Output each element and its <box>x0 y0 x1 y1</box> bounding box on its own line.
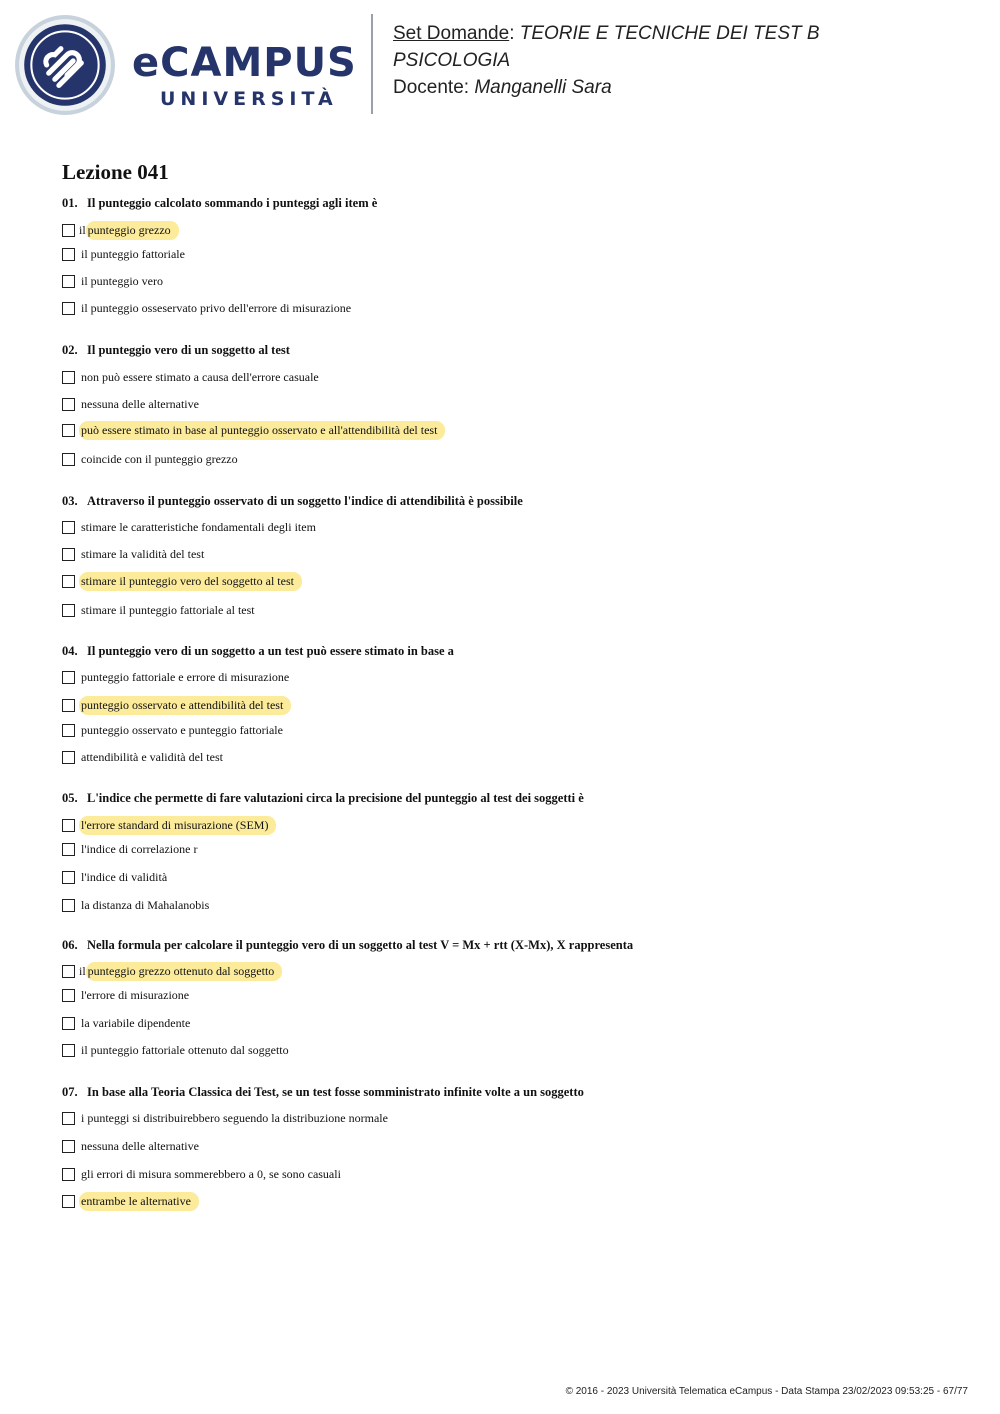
answer-option[interactable] <box>62 368 321 386</box>
answer-option[interactable] <box>62 962 282 980</box>
answer-checkbox[interactable] <box>62 371 75 384</box>
answer-text: il punteggio fattoriale ottenuto dal soggetto <box>81 1042 289 1057</box>
teacher-name: Manganelli Sara <box>474 77 612 98</box>
answer-option[interactable] <box>62 896 211 914</box>
answer-checkbox[interactable] <box>62 224 75 237</box>
answer-text: l'errore di misurazione <box>81 987 190 1002</box>
answer-checkbox[interactable] <box>62 248 75 261</box>
question-number: 02. <box>62 343 78 357</box>
answer-checkbox[interactable] <box>62 1044 75 1057</box>
header-divider <box>371 14 373 114</box>
question-title <box>62 791 584 806</box>
answer-option[interactable] <box>62 1137 201 1155</box>
question-title <box>62 343 290 358</box>
question-number: 04. <box>62 644 78 658</box>
page-footer: © 2016 - 2023 Università Telematica eCampus - Data Stampa 23/02/2023 09:53:25 - 67/77 <box>565 1386 968 1397</box>
question-title <box>62 644 454 659</box>
answer-checkbox[interactable] <box>62 521 75 534</box>
answer-text: l'indice di correlazione r <box>81 841 198 856</box>
question-title <box>62 1085 584 1100</box>
answer-text: la distanza di Mahalanobis <box>81 897 210 912</box>
answer-option[interactable] <box>62 572 302 590</box>
teacher-label: Docente: <box>393 77 470 98</box>
answer-text-highlighted: può essere stimato in base al punteggio osservato e all'attendibilità del test <box>79 421 445 440</box>
question-text: In base alla Teoria Classica dei Test, se un test fosse somministrato infinite volte a un soggetto <box>87 1085 584 1099</box>
answer-checkbox[interactable] <box>62 965 75 978</box>
answer-option[interactable] <box>62 748 225 766</box>
answer-option[interactable] <box>62 545 206 563</box>
answer-text: stimare le caratteristiche fondamentali degli item <box>81 519 316 534</box>
answer-option[interactable] <box>62 450 240 468</box>
answer-text-highlighted: entrambe le alternative <box>79 1192 199 1211</box>
answer-option[interactable] <box>62 421 445 439</box>
answer-option[interactable] <box>62 1014 192 1032</box>
answer-checkbox[interactable] <box>62 1168 75 1181</box>
answer-text: stimare la validità del test <box>81 546 205 561</box>
answer-text-highlighted: stimare il punteggio vero del soggetto al test <box>79 572 302 591</box>
answer-prefix: il <box>79 222 86 237</box>
answer-text: non può essere stimato a causa dell'errore casuale <box>81 369 319 384</box>
answer-checkbox[interactable] <box>62 699 75 712</box>
answer-text: attendibilità e validità del test <box>81 749 223 764</box>
answer-text: punteggio fattoriale e errore di misurazione <box>81 669 290 684</box>
answer-option[interactable] <box>62 986 191 1004</box>
answer-prefix: il <box>79 963 86 978</box>
logo-subtitle: UNIVERSITÀ <box>160 88 338 110</box>
answer-checkbox[interactable] <box>62 1140 75 1153</box>
answer-option[interactable] <box>62 868 169 886</box>
answer-text-highlighted: punteggio osservato e attendibilità del test <box>79 696 291 715</box>
answer-text-highlighted: l'errore standard di misurazione (SEM) <box>79 816 276 835</box>
answer-checkbox[interactable] <box>62 398 75 411</box>
answer-option[interactable] <box>62 816 276 834</box>
answer-checkbox[interactable] <box>62 989 75 1002</box>
question-number: 03. <box>62 494 78 508</box>
question-text: Il punteggio vero di un soggetto al test <box>87 343 290 357</box>
question-text: Attraverso il punteggio osservato di un soggetto l'indice di attendibilità è possibile <box>87 494 523 508</box>
question-title <box>62 938 633 953</box>
answer-checkbox[interactable] <box>62 1112 75 1125</box>
answer-option[interactable] <box>62 1041 291 1059</box>
answer-checkbox[interactable] <box>62 819 75 832</box>
answer-checkbox[interactable] <box>62 671 75 684</box>
answer-text: nessuna delle alternative <box>81 1138 199 1153</box>
answer-option[interactable] <box>62 221 179 239</box>
answer-option[interactable] <box>62 1165 343 1183</box>
answer-text: il punteggio osseservato privo dell'errore di misurazione <box>81 300 352 315</box>
answer-text: l'indice di validità <box>81 869 168 884</box>
question-title <box>62 494 523 509</box>
set-separator: : <box>509 23 515 44</box>
answer-text: il punteggio fattoriale <box>81 246 185 261</box>
answer-text: coincide con il punteggio grezzo <box>81 451 238 466</box>
answer-text: gli errori di misura sommerebbero a 0, se sono casuali <box>81 1166 341 1181</box>
lesson-title: Lezione 041 <box>62 160 169 184</box>
logo-wordmark: eCAMPUS <box>132 40 357 86</box>
answer-checkbox[interactable] <box>62 751 75 764</box>
answer-checkbox[interactable] <box>62 1017 75 1030</box>
answer-checkbox[interactable] <box>62 424 75 437</box>
answer-checkbox[interactable] <box>62 899 75 912</box>
answer-checkbox[interactable] <box>62 871 75 884</box>
answer-option[interactable] <box>62 518 318 536</box>
answer-option[interactable] <box>62 245 187 263</box>
answer-text: punteggio osservato e punteggio fattoriale <box>81 722 283 737</box>
answer-text: il punteggio vero <box>81 273 163 288</box>
question-number: 05. <box>62 791 78 805</box>
question-number: 06. <box>62 938 78 952</box>
answer-option[interactable] <box>62 272 165 290</box>
answer-checkbox[interactable] <box>62 548 75 561</box>
answer-option[interactable] <box>62 299 353 317</box>
answer-option[interactable] <box>62 696 291 714</box>
teacher-line <box>393 74 993 101</box>
question-text: Il punteggio vero di un soggetto a un test può essere stimato in base a <box>87 644 454 658</box>
answer-checkbox[interactable] <box>62 724 75 737</box>
answer-text: la variabile dipendente <box>81 1015 191 1030</box>
answer-checkbox[interactable] <box>62 604 75 617</box>
answer-checkbox[interactable] <box>62 843 75 856</box>
set-title-cont: PSICOLOGIA <box>393 50 511 71</box>
set-line <box>393 20 993 47</box>
question-text: Nella formula per calcolare il punteggio vero di un soggetto al test V = Mx + rtt (X-Mx), X rappresenta <box>87 938 634 952</box>
answer-option[interactable] <box>62 1109 390 1127</box>
answer-text: nessuna delle alternative <box>81 396 199 411</box>
answer-checkbox[interactable] <box>62 275 75 288</box>
set-line-2 <box>393 47 993 74</box>
question-number: 01. <box>62 196 78 210</box>
answer-text: i punteggi si distribuirebbero seguendo la distribuzione normale <box>81 1110 388 1125</box>
question-text: L'indice che permette di fare valutazioni circa la precisione del punteggio al test dei soggetti è <box>87 791 584 805</box>
answer-option[interactable] <box>62 668 291 686</box>
answer-option[interactable] <box>62 601 257 619</box>
answer-text-highlighted: punteggio grezzo <box>86 221 179 240</box>
answer-option[interactable] <box>62 721 285 739</box>
answer-text-highlighted: punteggio grezzo ottenuto dal soggetto <box>86 962 283 981</box>
page-header <box>0 0 1000 130</box>
answer-option[interactable] <box>62 395 201 413</box>
set-label: Set Domande <box>393 23 510 44</box>
answer-checkbox[interactable] <box>62 1195 75 1208</box>
ecampus-logo-emblem-icon <box>14 14 116 116</box>
question-text: Il punteggio calcolato sommando i punteggi agli item è <box>87 196 378 210</box>
set-title: TEORIE E TECNICHE DEI TEST B <box>519 23 820 44</box>
answer-option[interactable] <box>62 1192 199 1210</box>
answer-checkbox[interactable] <box>62 575 75 588</box>
answer-checkbox[interactable] <box>62 302 75 315</box>
question-number: 07. <box>62 1085 78 1099</box>
question-title <box>62 196 377 211</box>
course-info <box>393 20 993 101</box>
answer-checkbox[interactable] <box>62 453 75 466</box>
answer-option[interactable] <box>62 840 199 858</box>
answer-text: stimare il punteggio fattoriale al test <box>81 602 255 617</box>
